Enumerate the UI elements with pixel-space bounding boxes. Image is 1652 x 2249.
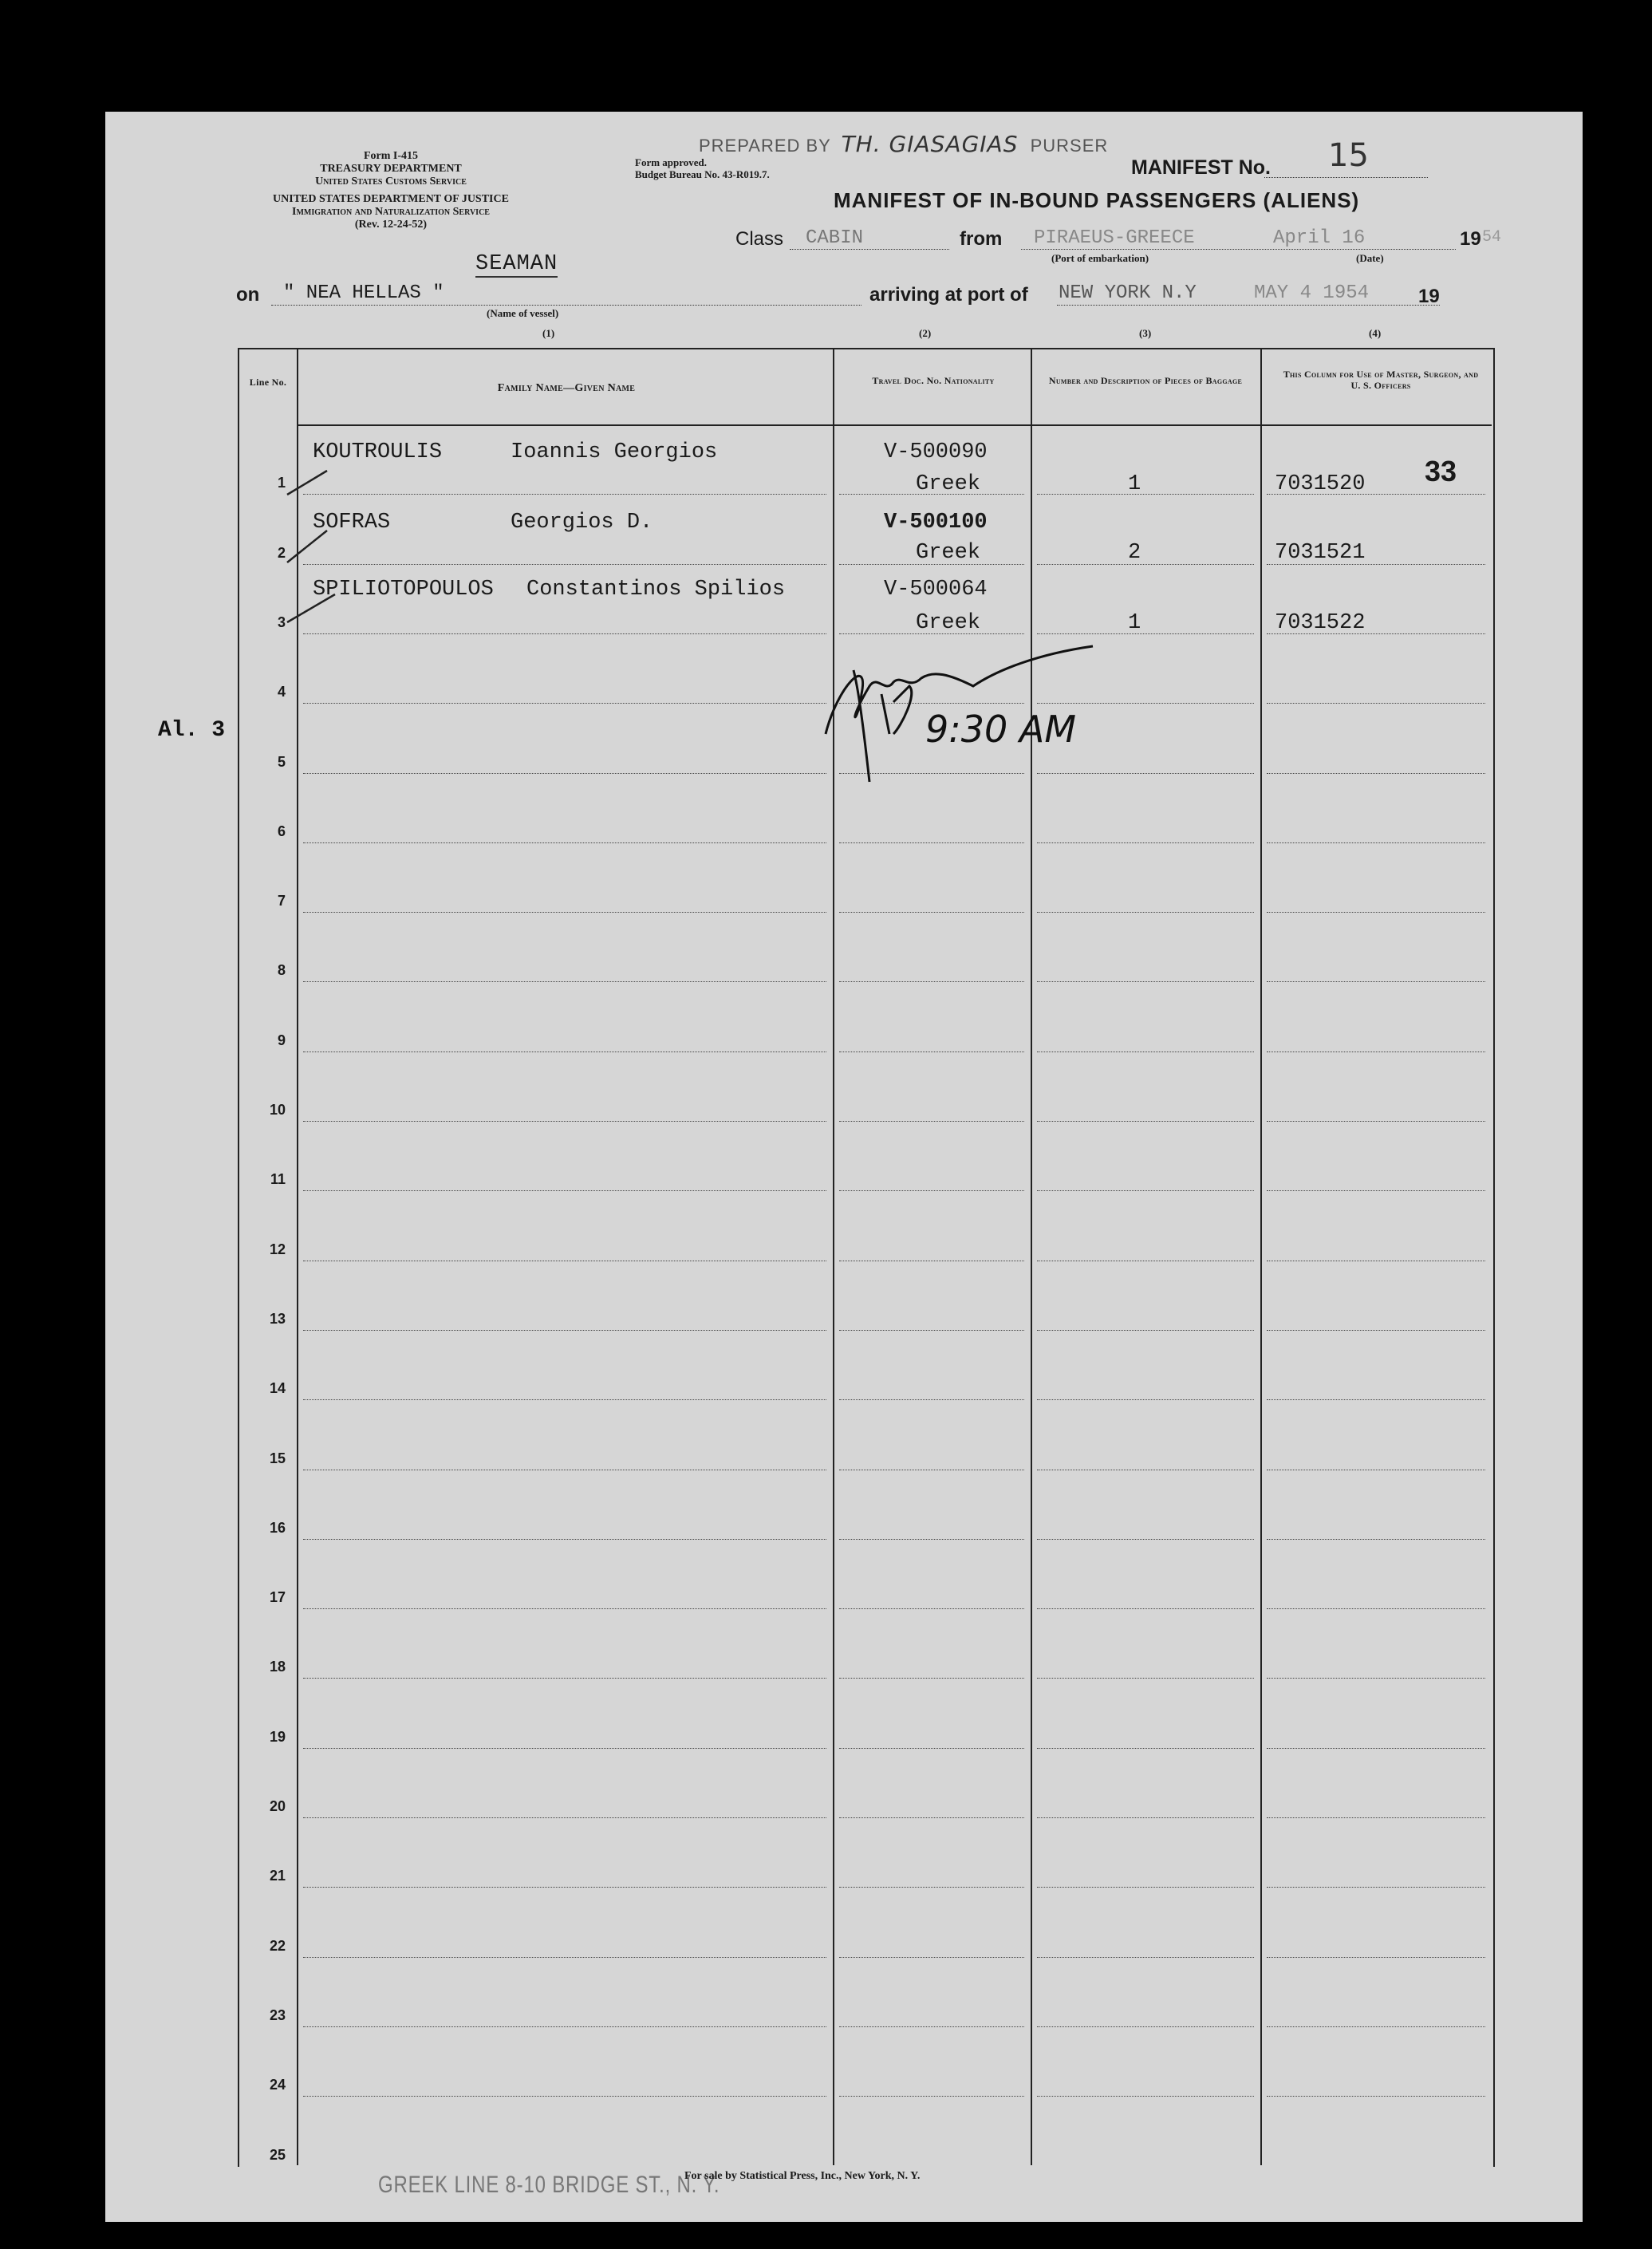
prepared-by-stamp: [699, 131, 1108, 157]
table-row-rule: [839, 981, 1024, 982]
row-2-officer-no: 7031521: [1275, 541, 1366, 565]
row-3-nationality: Greek: [916, 611, 981, 635]
line-number: 19: [269, 1728, 286, 1745]
line-number: 7: [277, 893, 286, 909]
row-2-family: SOFRAS: [313, 511, 391, 535]
line-number: 17: [269, 1589, 286, 1606]
table-row-rule: [303, 2096, 826, 2097]
line-number: 1: [277, 475, 286, 491]
check-mark-1: [287, 471, 327, 495]
table-row-rule: [1037, 1608, 1254, 1609]
table-row-rule: [303, 1678, 826, 1679]
table-row-rule: [1037, 981, 1254, 982]
line-number: 12: [269, 1241, 286, 1257]
table-row-rule: [839, 1887, 1024, 1888]
col-number-1: (1): [542, 327, 555, 339]
row-2-nationality: Greek: [916, 541, 981, 565]
table-row-rule: [1267, 1190, 1485, 1191]
seaman-stamp: SEAMAN: [475, 252, 558, 276]
row-3-baggage: 1: [1128, 611, 1141, 635]
table-row-rule: [1267, 842, 1485, 843]
manifest-title: MANIFEST OF IN-BOUND PASSENGERS (ALIENS): [834, 188, 1360, 212]
printer-note: For sale by Statistical Press, Inc., New York, N. Y.: [684, 2170, 921, 2182]
table-row-rule: [839, 1817, 1024, 1818]
table-row-rule: [1267, 1817, 1485, 1818]
line-number: 25: [269, 2146, 286, 2163]
table-row-rule: [1267, 981, 1485, 982]
table-row-rule: [1037, 1678, 1254, 1679]
table-row-rule: [303, 1399, 826, 1400]
class-value: CABIN: [806, 227, 864, 249]
row-3-family: SPILIOTOPOULOS: [313, 578, 494, 602]
from-label: from: [960, 228, 1003, 250]
header-officers: This Column for Use of Master, Surgeon, and U. S. Officers: [1283, 369, 1479, 391]
row-1-given: Ioannis Georgios: [511, 440, 718, 464]
revision-date: (Rev. 12-24-52): [354, 219, 428, 231]
table-row-rule: [1037, 842, 1254, 843]
table-row-rule: [303, 981, 826, 982]
col-divider-name: [833, 348, 834, 2165]
customs-service: United States Customs Service: [315, 176, 467, 187]
table-row-rule: [839, 912, 1024, 913]
row-1-baggage: 1: [1128, 472, 1141, 496]
table-row-rule: [1037, 564, 1254, 565]
line-number: 3: [277, 614, 286, 630]
header-travel-doc: Travel Doc. No. Nationality: [872, 375, 995, 386]
row-1-nationality: Greek: [916, 472, 981, 496]
table-row-rule: [1037, 1957, 1254, 1958]
ins-service: Immigration and Naturalization Service: [292, 206, 490, 218]
table-row-rule: [1037, 1121, 1254, 1122]
header-baggage: Number and Description of Pieces of Baggage: [1048, 375, 1243, 386]
col-number-4: (4): [1369, 327, 1382, 339]
header-rule: [297, 424, 1492, 426]
table-row-rule: [839, 1748, 1024, 1749]
treasury-department: TREASURY DEPARTMENT: [320, 163, 462, 175]
row-1-officer-no: 7031520: [1275, 472, 1366, 496]
table-row-rule: [303, 703, 826, 704]
manifest-number-label: MANIFEST No.: [1131, 156, 1271, 179]
row-1-doc: V-500090: [884, 440, 988, 464]
col-number-3: (3): [1139, 327, 1152, 339]
row-2-given: Georgios D.: [511, 511, 653, 535]
check-mark-2: [287, 531, 327, 562]
date-sublabel: (Date): [1356, 252, 1384, 264]
header-name: Family Name—Given Name: [497, 382, 636, 394]
arrival-year-prefix: 19: [1418, 286, 1440, 307]
on-label: on: [236, 284, 260, 306]
table-row-rule: [839, 1121, 1024, 1122]
table-row-rule: [839, 1539, 1024, 1540]
col-number-2: (2): [919, 327, 932, 339]
vessel-line: [271, 305, 861, 306]
col-divider-baggage: [1260, 348, 1262, 2165]
table-row-rule: [1037, 494, 1254, 495]
approval-line-1: Form approved.: [635, 156, 708, 168]
check-mark-3: [287, 594, 335, 622]
table-row-rule: [1267, 912, 1485, 913]
table-row-rule: [1037, 1539, 1254, 1540]
table-row-rule: [303, 912, 826, 913]
arrival-date: MAY 4 1954: [1254, 282, 1370, 304]
row-1-note: 33: [1425, 455, 1457, 487]
table-row-rule: [1267, 1678, 1485, 1679]
table-row-rule: [839, 842, 1024, 843]
table-row-rule: [1037, 633, 1254, 634]
row-3-doc: V-500064: [884, 578, 988, 602]
line-number: 6: [277, 823, 286, 839]
table-row-rule: [1267, 1748, 1485, 1749]
row-3-given: Constantinos Spilios: [526, 578, 786, 602]
table-row-rule: [1037, 1330, 1254, 1331]
table-row-rule: [839, 1608, 1024, 1609]
table-row-rule: [1267, 1539, 1485, 1540]
line-number: 23: [269, 2006, 286, 2023]
table-row-rule: [1267, 1399, 1485, 1400]
table-row-rule: [303, 564, 826, 565]
form-number: Form I-415: [363, 150, 419, 162]
table-row-rule: [1037, 1748, 1254, 1749]
from-line: [1021, 249, 1456, 250]
table-row-rule: [1037, 1399, 1254, 1400]
table-row-rule: [303, 1190, 826, 1191]
table-row-rule: [1267, 1330, 1485, 1331]
table-row-rule: [303, 1121, 826, 1122]
line-number: 10: [269, 1102, 286, 1118]
table-row-rule: [303, 1957, 826, 1958]
prepared-by-title: PURSER: [1030, 136, 1109, 156]
line-number: 8: [277, 962, 286, 979]
row-2-baggage: 2: [1128, 541, 1141, 565]
class-label: Class: [735, 228, 784, 250]
check-marks: [271, 463, 351, 638]
table-row-rule: [303, 2026, 826, 2027]
line-number: 21: [269, 1868, 286, 1884]
approval-line-2: Budget Bureau No. 43-R019.7.: [635, 168, 770, 180]
table-row-rule: [303, 1748, 826, 1749]
greek-line-stamp: GREEK LINE 8-10 BRIDGE ST., N. Y.: [378, 2172, 720, 2198]
arrival-port: NEW YORK N.Y: [1059, 282, 1197, 304]
manifest-number-value: 15: [1328, 137, 1369, 174]
row-1-family: KOUTROULIS: [313, 440, 443, 464]
table-row-rule: [1037, 2096, 1254, 2097]
table-row-rule: [303, 1817, 826, 1818]
table-row-rule: [1267, 2026, 1485, 2027]
line-number: 15: [269, 1450, 286, 1466]
line-number: 16: [269, 1519, 286, 1536]
line-number: 4: [277, 684, 286, 700]
line-number: 20: [269, 1798, 286, 1814]
date-value: April 16: [1273, 227, 1366, 249]
line-number: 2: [277, 544, 286, 561]
table-row-rule: [1037, 912, 1254, 913]
row-3-officer-no: 7031522: [1275, 611, 1366, 635]
table-row-rule: [839, 1190, 1024, 1191]
table-row-rule: [303, 1330, 826, 1331]
year-prefix: 19: [1460, 228, 1481, 250]
line-number: 11: [270, 1171, 286, 1188]
table-row-rule: [1037, 1817, 1254, 1818]
table-row-rule: [1267, 1957, 1485, 1958]
table-row-rule: [303, 842, 826, 843]
line-number: 13: [269, 1310, 286, 1327]
table-row-rule: [839, 1399, 1024, 1400]
table-row-rule: [1267, 1121, 1485, 1122]
table-row-rule: [1037, 2026, 1254, 2027]
manifest-number-line: [1264, 177, 1428, 178]
line-number: 18: [269, 1659, 286, 1675]
arrival-line: [1057, 305, 1440, 306]
table-row-rule: [303, 773, 826, 774]
line-number: 22: [269, 1937, 286, 1954]
year-suffix: 54: [1482, 228, 1502, 247]
inspector-signature: [814, 638, 1212, 790]
table-row-rule: [1267, 703, 1485, 704]
table-row-rule: [839, 2026, 1024, 2027]
table-row-rule: [1267, 2096, 1485, 2097]
table-row-rule: [839, 1678, 1024, 1679]
signature-time: 9:30 AM: [925, 708, 1077, 751]
vessel-sublabel: (Name of vessel): [487, 307, 559, 319]
table-row-rule: [839, 1330, 1024, 1331]
line-number: 5: [277, 753, 286, 770]
table-row-rule: [303, 1539, 826, 1540]
table-row-rule: [303, 494, 826, 495]
table-row-rule: [839, 1957, 1024, 1958]
table-row-rule: [303, 1608, 826, 1609]
line-number: 14: [269, 1380, 286, 1397]
table-row-rule: [1267, 1887, 1485, 1888]
table-row-rule: [303, 633, 826, 634]
class-line: [790, 249, 949, 250]
line-number: 9: [277, 1032, 286, 1048]
arriving-label: arriving at port of: [869, 284, 1028, 306]
row-2-doc: V-500100: [884, 511, 988, 535]
from-value: PIRAEUS-GREECE: [1034, 227, 1195, 249]
table-row-rule: [1037, 1887, 1254, 1888]
form-approval: [635, 156, 770, 180]
table-row-rule: [839, 2096, 1024, 2097]
header-line-no: Line No.: [249, 377, 287, 388]
prepared-by-label: PREPARED BY: [699, 136, 831, 156]
table-row-rule: [1267, 773, 1485, 774]
table-row-rule: [1267, 1608, 1485, 1609]
vessel-name: " NEA HELLAS ": [283, 282, 444, 304]
col-divider-doc: [1031, 348, 1032, 2165]
margin-note: Al. 3: [158, 718, 226, 743]
form-header-left: [239, 150, 542, 231]
line-number: 24: [269, 2077, 286, 2093]
table-row-rule: [303, 1887, 826, 1888]
justice-department: UNITED STATES DEPARTMENT OF JUSTICE: [273, 193, 509, 205]
prepared-by-name: TH. GIASAGIAS: [841, 131, 1019, 157]
table-row-rule: [1037, 1190, 1254, 1191]
port-embarkation-sublabel: (Port of embarkation): [1051, 252, 1149, 264]
